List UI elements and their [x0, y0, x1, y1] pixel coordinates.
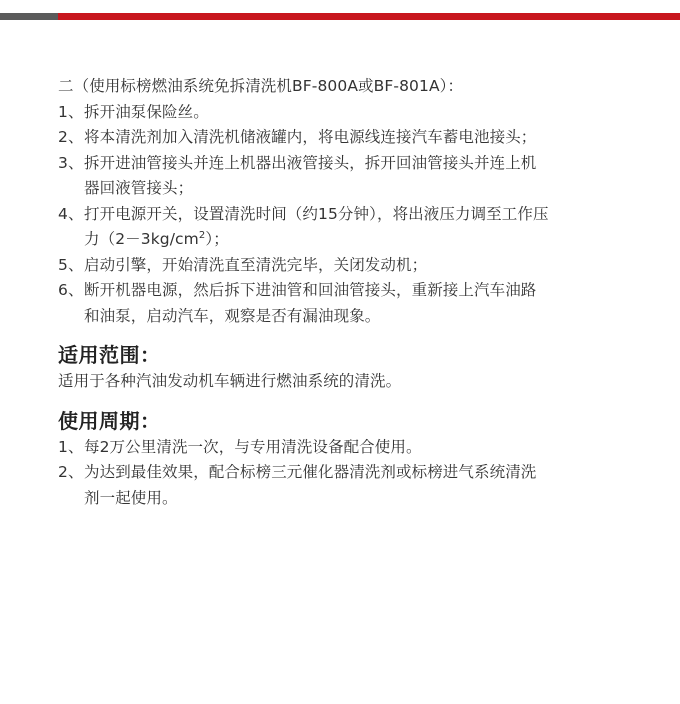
step-2 [58, 125, 558, 151]
step-text-main: 打开电源开关，设置清洗时间（约15分钟），将出液压力调至工作压力（2－3kg/cm [84, 204, 549, 248]
cycle-item-1 [58, 435, 558, 461]
step-text [84, 202, 549, 253]
top-bar-gray-segment [0, 13, 58, 20]
step-number: 3、 [58, 153, 84, 172]
step-text: 启动引擎，开始清洗直至清洗完毕，关闭发动机； [84, 255, 428, 274]
step-text: 将本清洗剂加入清洗机储液罐内，将电源线连接汽车蓄电池接头； [84, 128, 537, 146]
top-accent-bar [0, 13, 680, 20]
step-number: 6、 [58, 281, 84, 299]
cycle-heading: 使用周期： [58, 408, 161, 433]
step-number: 4、 [58, 204, 84, 223]
cycle-item-2 [58, 460, 558, 511]
step-3 [58, 151, 558, 202]
step-text: 拆开油泵保险丝。 [84, 102, 209, 121]
scope-heading: 适用范围： [58, 343, 161, 367]
step-text: 断开机器电源，然后拆下进油管和回油管接头，重新接上汽车油路和油泵，启动汽车，观察是否有漏油现象。 [84, 281, 537, 325]
cycle-number: 2、 [58, 463, 84, 481]
scope-text: 适用于各种汽油发动机车辆进行燃油系统的清洗。 [58, 372, 402, 390]
step-4 [58, 202, 558, 253]
cycle-number: 1、 [58, 437, 84, 456]
step-number: 1、 [58, 102, 84, 121]
step-text-end: ）； [205, 230, 229, 248]
step-6 [58, 278, 558, 329]
step-text: 拆开进油管接头并连上机器出液管接头，拆开回油管接头并连上机器回液管接头； [84, 153, 537, 197]
step-5 [58, 253, 558, 279]
unit-superscript: 2 [198, 229, 206, 241]
instructions-content [58, 74, 558, 511]
section2-title: 二（使用标榜燃油系统免拆清洗机BF-800A或BF-801A）： [58, 77, 464, 95]
step-number: 2、 [58, 128, 84, 146]
step-number: 5、 [58, 255, 84, 274]
cycle-text: 每2万公里清洗一次，与专用清洗设备配合使用。 [84, 437, 422, 456]
step-1 [58, 100, 558, 126]
cycle-text: 为达到最佳效果，配合标榜三元催化器清洗剂或标榜进气系统清洗剂一起使用。 [84, 463, 537, 507]
top-bar-red-segment [58, 13, 680, 20]
